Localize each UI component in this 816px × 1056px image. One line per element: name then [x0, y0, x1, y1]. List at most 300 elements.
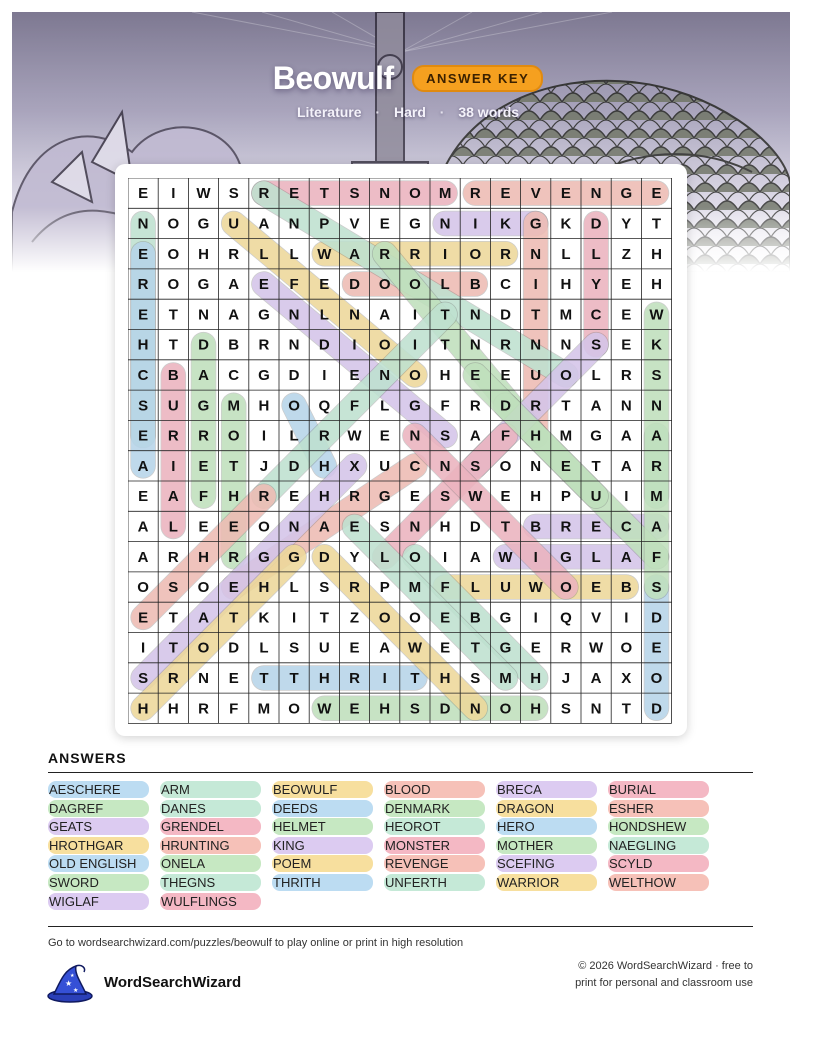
grid-letter: O — [409, 276, 421, 294]
grid-letter: T — [168, 639, 178, 657]
grid-letter: E — [470, 366, 481, 384]
grid-letter: M — [559, 427, 573, 445]
grid-letter: T — [229, 457, 239, 475]
grid-letter: L — [259, 639, 269, 657]
grid-letter: N — [409, 427, 421, 445]
grid-letter: F — [440, 579, 450, 597]
grid-letter: L — [380, 397, 390, 415]
grid-letter: R — [198, 700, 209, 718]
grid-letter: R — [167, 669, 179, 687]
grid-letter: K — [651, 336, 662, 354]
grid-letter: S — [289, 639, 300, 657]
answer-word: THEGNS — [160, 874, 261, 891]
grid-letter: J — [561, 669, 571, 687]
answer-word: MOTHER — [496, 837, 597, 854]
grid-letter: E — [530, 639, 541, 657]
grid-letter: L — [591, 245, 601, 263]
grid-letter: N — [379, 185, 391, 203]
grid-letter: T — [531, 306, 541, 324]
grid-letter: G — [620, 185, 633, 203]
answer-word: BURIAL — [608, 781, 709, 798]
answer-word: GEATS — [48, 818, 149, 835]
grid-letter: F — [440, 397, 450, 415]
grid-letter: O — [499, 457, 512, 475]
grid-letter: Z — [349, 609, 360, 627]
answer-word: BEOWULF — [272, 781, 373, 798]
grid-letter: E — [289, 488, 300, 506]
grid-letter: S — [138, 669, 149, 687]
grid-letter: I — [473, 215, 478, 233]
grid-letter: W — [317, 245, 332, 263]
grid-letter: O — [378, 276, 391, 294]
grid-letter: V — [349, 215, 360, 233]
grid-letter: M — [227, 397, 240, 415]
grid-letter: R — [469, 185, 481, 203]
grid-letter: D — [500, 306, 511, 324]
grid-letter: T — [440, 336, 450, 354]
grid-letter: X — [621, 669, 632, 687]
meta-separator: · — [439, 104, 445, 120]
answer-word: GRENDEL — [160, 818, 261, 835]
answer-word: WIGLAF — [48, 893, 149, 910]
grid-letter: A — [258, 215, 270, 233]
answer-word: WARRIOR — [496, 874, 597, 891]
answer-word: POEM — [272, 855, 373, 872]
grid-letter: D — [439, 700, 451, 718]
grid-letter: H — [439, 366, 451, 384]
grid-letter: W — [649, 306, 664, 324]
grid-letter: R — [560, 518, 572, 536]
grid-letter: H — [530, 700, 542, 718]
grid-letter: D — [318, 336, 330, 354]
grid-letter: L — [470, 579, 480, 597]
answer-word: HEOROT — [384, 818, 485, 835]
grid-letter: N — [590, 700, 602, 718]
grid-letter: S — [440, 427, 451, 445]
grid-letter: I — [322, 366, 327, 384]
grid-letter: H — [560, 276, 572, 294]
grid-letter: N — [288, 336, 300, 354]
grid-letter: O — [409, 185, 421, 203]
answer-word: BRECA — [496, 781, 597, 798]
grid-letter: T — [319, 609, 329, 627]
grid-letter: T — [410, 669, 420, 687]
grid-letter: D — [318, 548, 330, 566]
copyright-notice: © 2026 WordSearchWizard · free to print for personal and classroom use — [575, 960, 753, 989]
grid-letter: N — [198, 669, 209, 687]
answer-word: THRITH — [272, 874, 373, 891]
grid-letter: N — [530, 245, 542, 263]
answer-word: UNFERTH — [384, 874, 485, 891]
grid-letter: H — [439, 518, 451, 536]
grid-letter: U — [590, 488, 602, 506]
answer-word: KING — [272, 837, 373, 854]
answer-word: ARM — [160, 781, 261, 798]
grid-letter: N — [288, 215, 300, 233]
grid-letter: C — [500, 276, 511, 294]
grid-letter: B — [530, 518, 542, 536]
grid-letter: O — [409, 609, 421, 627]
grid-letter: W — [196, 185, 211, 203]
grid-letter: G — [258, 306, 270, 324]
grid-letter: T — [651, 215, 662, 233]
grid-letter: W — [468, 488, 483, 506]
grid-letter: E — [560, 457, 571, 475]
answer-word: NAEGLING — [608, 837, 709, 854]
grid-letter: E — [228, 669, 239, 687]
grid-letter: A — [379, 639, 391, 657]
grid-letter: W — [528, 579, 543, 597]
grid-letter: I — [533, 609, 538, 627]
grid-letter: H — [258, 579, 270, 597]
grid-letter: B — [469, 609, 481, 627]
grid-letter: E — [349, 639, 360, 657]
grid-letter: Q — [318, 397, 331, 415]
grid-letter: T — [168, 306, 178, 324]
grid-letter: R — [228, 548, 240, 566]
grid-letter: S — [228, 185, 239, 203]
grid-letter: N — [469, 306, 481, 324]
grid-letter: W — [589, 639, 604, 657]
answers-divider — [48, 772, 753, 773]
grid-letter: N — [590, 185, 602, 203]
grid-letter: A — [349, 245, 360, 263]
grid-letter: G — [288, 548, 300, 566]
grid-letter: A — [620, 548, 632, 566]
grid-letter: O — [167, 245, 180, 263]
answer-word: REVENGE — [384, 855, 485, 872]
grid-letter: E — [138, 488, 149, 506]
grid-letter: A — [651, 518, 662, 536]
grid-letter: E — [500, 366, 511, 384]
grid-letter: S — [349, 185, 360, 203]
grid-letter: V — [591, 609, 602, 627]
grid-letter: H — [530, 669, 542, 687]
grid-letter: L — [289, 579, 299, 597]
grid-letter: L — [289, 427, 299, 445]
grid-letter: N — [198, 306, 209, 324]
grid-letter: A — [137, 457, 149, 475]
grid-letter: E — [319, 276, 330, 294]
grid-letter: H — [258, 397, 270, 415]
answer-word: HONDSHEW — [608, 818, 709, 835]
grid-letter: O — [409, 548, 421, 566]
grid-letter: H — [318, 488, 330, 506]
grid-letter: R — [167, 427, 179, 445]
grid-letter: L — [380, 548, 390, 566]
grid-letter: L — [561, 245, 571, 263]
grid-letter: O — [167, 276, 180, 294]
grid-letter: E — [500, 488, 511, 506]
grid-letter: D — [349, 276, 360, 294]
grid-letter: A — [469, 427, 481, 445]
grid-letter: G — [499, 639, 512, 657]
grid-letter: S — [409, 700, 420, 718]
grid-letter: H — [228, 488, 240, 506]
answer-word: HELMET — [272, 818, 373, 835]
word-search-grid — [128, 178, 673, 725]
grid-letter: R — [137, 276, 149, 294]
grid-letter: I — [443, 245, 448, 263]
grid-letter: B — [167, 366, 179, 384]
grid-letter: I — [412, 306, 417, 324]
grid-letter: E — [379, 215, 390, 233]
grid-letter: R — [469, 397, 481, 415]
grid-letter: D — [288, 366, 300, 384]
grid-letter: T — [259, 669, 269, 687]
grid-letter: R — [651, 457, 662, 475]
grid-letter: E — [651, 639, 662, 657]
grid-letter: F — [500, 427, 511, 445]
grid-letter: B — [620, 579, 632, 597]
grid-letter: I — [171, 185, 176, 203]
grid-letter: E — [349, 518, 360, 536]
grid-letter: O — [197, 579, 210, 597]
grid-letter: I — [533, 276, 538, 294]
grid-letter: I — [382, 669, 387, 687]
grid-letter: H — [198, 245, 209, 263]
grid-letter: E — [500, 185, 511, 203]
grid-letter: S — [168, 579, 179, 597]
grid-letter: N — [288, 306, 300, 324]
grid-letter: E — [228, 518, 239, 536]
grid-letter: N — [469, 336, 481, 354]
answer-word: DANES — [160, 800, 261, 817]
grid-letter: E — [258, 276, 269, 294]
grid-letter: Z — [621, 245, 631, 263]
grid-letter: Y — [591, 276, 602, 294]
grid-letter: R — [258, 185, 270, 203]
grid-letter: M — [499, 669, 512, 687]
answer-word: ESHER — [608, 800, 709, 817]
grid-letter: E — [138, 427, 149, 445]
grid-letter: S — [651, 366, 662, 384]
grid-letter: O — [288, 700, 300, 718]
answer-word: WELTHOW — [608, 874, 709, 891]
grid-letter: H — [439, 669, 451, 687]
grid-letter: Y — [621, 215, 632, 233]
grid-letter: T — [229, 609, 239, 627]
grid-letter: L — [591, 366, 601, 384]
grid-letter: I — [261, 427, 266, 445]
answer-word: WULFLINGS — [160, 893, 261, 910]
grid-letter: K — [258, 609, 270, 627]
answer-word: HRUNTING — [160, 837, 261, 854]
svg-text:★: ★ — [73, 987, 79, 994]
grid-letter: S — [470, 457, 481, 475]
grid-letter: N — [379, 366, 391, 384]
play-online-link[interactable]: Go to wordsearchwizard.com/puzzles/beowulf to play online or print in high resolution — [48, 937, 464, 949]
grid-letter: T — [319, 185, 329, 203]
grid-letter: V — [530, 185, 541, 203]
grid-letter: F — [349, 397, 360, 415]
grid-letter: O — [288, 397, 300, 415]
answer-word: DENMARK — [384, 800, 485, 817]
grid-letter: T — [561, 397, 571, 415]
grid-letter: S — [560, 700, 571, 718]
grid-letter: G — [197, 397, 210, 415]
grid-letter: G — [409, 215, 421, 233]
grid-letter: N — [409, 518, 421, 536]
grid-letter: B — [228, 336, 240, 354]
grid-letter: O — [560, 366, 572, 384]
grid-letter: A — [590, 669, 602, 687]
grid-letter: G — [258, 366, 270, 384]
grid-letter: Y — [349, 548, 360, 566]
grid-letter: C — [409, 457, 421, 475]
grid-letter: H — [651, 276, 662, 294]
grid-letter: G — [197, 215, 210, 233]
grid-letter: R — [349, 669, 360, 687]
grid-letter: O — [378, 336, 391, 354]
grid-letter: R — [349, 488, 360, 506]
grid-letter: O — [560, 579, 572, 597]
footer-divider — [48, 926, 753, 927]
puzzle-meta — [0, 104, 816, 120]
grid-letter: R — [349, 579, 360, 597]
grid-letter: N — [137, 215, 149, 233]
grid-letter: G — [409, 397, 421, 415]
grid-letter: M — [257, 700, 271, 718]
grid-letter: E — [591, 518, 602, 536]
wizard-hat-icon — [46, 962, 94, 1004]
grid-letter: L — [289, 245, 299, 263]
grid-letter: A — [651, 427, 662, 445]
grid-letter: E — [349, 700, 360, 718]
answer-word: OLD ENGLISH — [48, 855, 149, 872]
grid-letter: N — [439, 457, 451, 475]
word-count-label: 38 words — [458, 104, 520, 120]
grid-letter: R — [530, 397, 542, 415]
grid-letter: E — [621, 276, 632, 294]
answer-word: SCYLD — [608, 855, 709, 872]
grid-letter: Q — [560, 609, 572, 627]
grid-letter: G — [197, 276, 210, 294]
grid-letter: G — [529, 215, 542, 233]
grid-letter: S — [138, 397, 149, 415]
grid-letter: S — [591, 336, 602, 354]
grid-letter: R — [500, 245, 511, 263]
grid-letter: D — [288, 457, 300, 475]
grid-letter: C — [590, 306, 602, 324]
grid-letter: L — [440, 276, 450, 294]
grid-letter: E — [228, 579, 239, 597]
grid-letter: U — [379, 457, 391, 475]
grid-letter: L — [259, 245, 269, 263]
grid-letter: I — [141, 639, 146, 657]
answer-word: HROTHGAR — [48, 837, 149, 854]
grid-letter: R — [500, 336, 511, 354]
grid-letter: H — [651, 245, 662, 263]
grid-letter: E — [591, 579, 602, 597]
grid-letter: O — [258, 518, 270, 536]
grid-letter: R — [258, 488, 270, 506]
grid-letter: A — [228, 306, 240, 324]
grid-letter: E — [349, 366, 360, 384]
answer-word: SCEFING — [496, 855, 597, 872]
grid-letter: H — [530, 488, 542, 506]
grid-letter: A — [318, 518, 330, 536]
answer-word: ONELA — [160, 855, 261, 872]
grid-letter: A — [137, 548, 149, 566]
grid-letter: C — [620, 518, 632, 536]
grid-letter: P — [319, 215, 330, 233]
grid-letter: N — [469, 700, 481, 718]
answer-key-badge: ANSWER KEY — [412, 65, 543, 92]
grid-letter: O — [167, 215, 180, 233]
grid-letter: T — [440, 306, 450, 324]
grid-letter: J — [259, 457, 269, 475]
grid-letter: I — [292, 609, 297, 627]
grid-letter: T — [168, 609, 178, 627]
grid-letter: N — [439, 215, 451, 233]
grid-letter: S — [379, 518, 390, 536]
answer-word: SWORD — [48, 874, 149, 891]
grid-letter: E — [138, 245, 149, 263]
grid-letter: D — [651, 609, 662, 627]
grid-letter: H — [198, 548, 209, 566]
grid-letter: I — [352, 336, 357, 354]
grid-letter: A — [590, 397, 602, 415]
grid-letter: N — [620, 397, 632, 415]
grid-letter: G — [378, 488, 391, 506]
grid-letter: H — [530, 427, 542, 445]
grid-letter: O — [409, 366, 421, 384]
grid-letter: D — [500, 397, 511, 415]
grid-letter: M — [559, 306, 573, 324]
grid-letter: A — [620, 457, 632, 475]
grid-letter: R — [560, 639, 572, 657]
grid-letter: S — [319, 579, 330, 597]
grid-letter: A — [228, 276, 240, 294]
grid-letter: O — [137, 579, 149, 597]
grid-letter: W — [317, 700, 332, 718]
grid-letter: E — [651, 185, 662, 203]
grid-letter: T — [500, 518, 511, 536]
grid-letter: T — [168, 336, 178, 354]
grid-letter: O — [499, 700, 512, 718]
grid-letter: A — [137, 518, 149, 536]
answers-heading: ANSWERS — [48, 750, 127, 766]
grid-letter: F — [289, 276, 299, 294]
brand-name[interactable]: WordSearchWizard — [104, 974, 242, 991]
grid-letter: X — [349, 457, 360, 475]
grid-letter: A — [620, 427, 632, 445]
grid-letter: U — [318, 639, 330, 657]
grid-letter: A — [167, 488, 179, 506]
grid-letter: O — [620, 639, 633, 657]
grid-letter: E — [379, 427, 390, 445]
grid-letter: E — [289, 185, 300, 203]
grid-letter: A — [469, 548, 481, 566]
grid-letter: K — [560, 215, 572, 233]
grid-letter: G — [560, 548, 572, 566]
grid-letter: U — [500, 579, 511, 597]
grid-letter: H — [379, 700, 391, 718]
grid-letter: I — [443, 548, 448, 566]
grid-letter: C — [137, 366, 149, 384]
grid-letter: N — [288, 518, 300, 536]
grid-letter: H — [318, 669, 330, 687]
grid-letter: T — [470, 639, 480, 657]
meta-separator: · — [375, 104, 381, 120]
grid-letter: I — [624, 609, 629, 627]
grid-letter: A — [379, 306, 391, 324]
answer-word: DEEDS — [272, 800, 373, 817]
grid-letter: F — [229, 700, 239, 718]
grid-letter: N — [651, 397, 662, 415]
page-title: Beowulf — [272, 60, 394, 96]
